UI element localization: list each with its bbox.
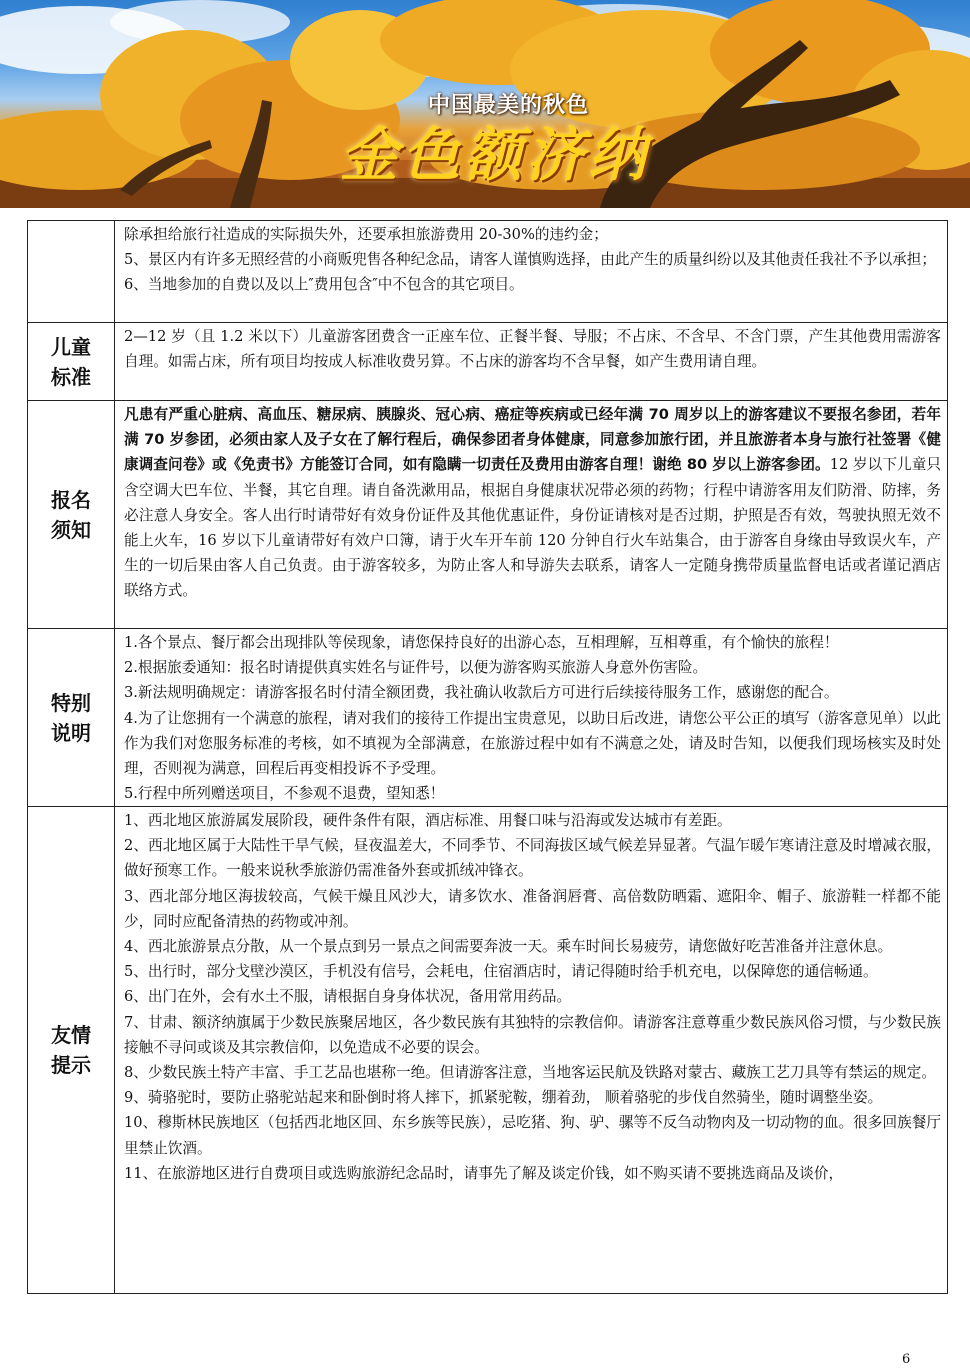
row-label-cell [28,807,115,1293]
page-number: 6 [902,1352,911,1367]
text-line: 8、少数民族土特产丰富、手工艺品也堪称一绝。但请游客注意，当地客运民航及铁路对蒙古、藏族工艺刀具等有禁运的规定。 [124,1064,936,1082]
row-content-cell [116,629,947,806]
text-line: 除承担给旅行社造成的实际损失外，还要承担旅游费用 20-30%的违约金； [124,226,608,243]
row-content-cell [116,323,947,400]
row-content-cell [116,221,947,322]
row-label: 儿童标准 [51,334,91,389]
health-warning-text: 凡患有严重心脏病、高血压、糖尿病、胰腺炎、冠心病、癌症等疾病或已经年满 70 周岁以上的游客建议不要报名参团，若年满 70 岁参团，必须由家人及子女在了解行程后，确保参团者身体健康，同意参加旅行团，并且旅游者本身与旅行社签署《健康调查问卷》或《免责书》方能签订合同，如有隐瞒一切责任及费用由游客自理！谢绝 80 岁以上游客参团。 [124,406,941,474]
banner-subtitle: 中国最美的秋色 [428,92,590,118]
text-line: 11、在旅游地区进行自费项目或选购旅游纪念品时，请事先了解及谈定价钱，如不购买请不要挑选商品及谈价， [124,1164,844,1182]
row-label: 报名须知 [51,487,91,542]
row-label: 特别说明 [51,690,91,745]
text-line: 7、甘肃、额济纳旗属于少数民族聚居地区，各少数民族有其独特的宗教信仰。请游客注意尊重少数民族风俗习惯，与少数民族接触不寻问或谈及其宗教信仰，以免造成不必要的误会。 [124,1013,941,1056]
table-row-friendly-tips [28,807,947,1293]
text-line: 2.根据旅委通知：报名时请提供真实姓名与证件号，以便为游客购买旅游人身意外伤害险。 [124,659,708,677]
text-line: 4、西北旅游景点分散，从一个景点到另一景点之间需要奔波一天。乘车时间长易疲劳，请您做好吃苦准备并注意休息。 [124,938,893,956]
table-row-child-policy [28,323,947,401]
row-label-cell [28,323,115,400]
row-label: 友情提示 [51,1023,91,1077]
text-line: 1、西北地区旅游属发展阶段，硬件条件有限，酒店标准、用餐口味与沿海或发达城市有差距。 [124,812,732,829]
text-line: 6、当地参加的自费以及以上″费用包含″中不包含的其它项目。 [124,276,524,294]
text-line: 3、西北部分地区海拔较高，气候干燥且风沙大，请多饮水、准备润唇膏、高倍数防晒霜、遮阳伞、帽子、旅游鞋一样都不能少，同时应配备清热的药物或冲剂。 [124,887,941,930]
text-line: 4.为了让您拥有一个满意的旅程，请对我们的接待工作提出宝贵意见，以助日后改进，请您公平公正的填写（游客意见单）以此作为我们对您服务标准的考核，如不填视为全部满意，在旅游过程中如有不满意之处，请及时告知，以便我们现场核实及时处理，否则视为满意，回程后再变相投诉不予受理。 [124,709,941,778]
row-label-cell [28,401,115,628]
text-line: 5、景区内有许多无照经营的小商贩兜售各种纪念品，请客人谨慎购选择，由此产生的质量纠纷以及其他责任我社不予以承担； [124,251,936,269]
itinerary-notes-table [27,220,948,1294]
row-label-cell [28,221,115,322]
text-paragraph [124,402,941,604]
text-line: 10、穆斯林民族地区（包括西北地区回、东乡族等民族），忌吃猪、狗、驴、骡等不反刍动物肉及一切动物的血。很多回族餐厅里禁止饮酒。 [124,1114,941,1157]
registration-details-text: 12 岁以下儿童只含空调大巴车位、半餐，其它自理。请自备洗漱用品，根据自身健康状况带必须的药物；行程中请游客用友们防滑、防摔，务必注意人身安全。客人出行时请带好有效身份证件及其他优惠证件，身份证请核对是否过期，护照是否有效，驾驶执照无效不能上火车，16 岁以下儿童请带好有效户口簿，请于火车开车前 120 分钟自行火车站集合，由于游客自身缘由导致误火车，产生的一切后果由客人自己负责。由于游客较多，为防止客人和导游失去联系，请客人一定随身携带质量监督电话或者谨记酒店联络方式。 [124,456,941,600]
table-row-special-notes [28,629,947,807]
table-row-registration-notes [28,401,947,629]
text-line: 2、西北地区属于大陆性干旱气候，昼夜温差大，不同季节、不同海拔区域气候差异显著。气温乍暖乍寒请注意及时增减衣服，做好预寒工作。一般来说秋季旅游仍需准备外套或抓绒冲锋衣。 [124,837,941,880]
text-line: 9、骑骆驼时，要防止骆驼站起来和卧倒时将人摔下，抓紧驼鞍，绷着劲， 顺着骆驼的步伐自然骑坐，随时调整坐姿。 [124,1089,883,1107]
row-content-cell [116,401,947,628]
text-paragraph: 2—12 岁（且 1.2 米以下）儿童游客团费含一正座车位、正餐半餐、导服；不占床、不含早、不含门票，产生其他费用需游客自理。如需占床，所有项目均按成人标准收费另算。不占床的游客均不含早餐，如产生费用请自理。 [124,328,941,371]
row-content-cell [116,807,947,1293]
text-line: 5.行程中所列赠送项目，不参观不退费，望知悉！ [124,785,445,803]
row-label-cell [28,629,115,806]
header-banner [0,0,970,208]
text-line: 5、出行时，部分戈壁沙漠区，手机没有信号，会耗电，住宿酒店时，请记得随时给手机充电，以保障您的通信畅通。 [124,963,878,981]
table-row-continuation [28,221,947,323]
text-line: 1.各个景点、餐厅都会出现排队等侯现象，请您保持良好的出游心态，互相理解，互相尊重，有个愉快的旅程！ [124,634,839,651]
text-line: 6、出门在外，会有水土不服，请根据自身身体状况，备用常用药品。 [124,988,572,1006]
banner-title: 金色额济纳 [340,121,651,189]
text-line: 3.新法规明确规定：请游客报名时付清全额团费，我社确认收款后方可进行后续接待服务工作，感谢您的配合。 [124,684,839,702]
